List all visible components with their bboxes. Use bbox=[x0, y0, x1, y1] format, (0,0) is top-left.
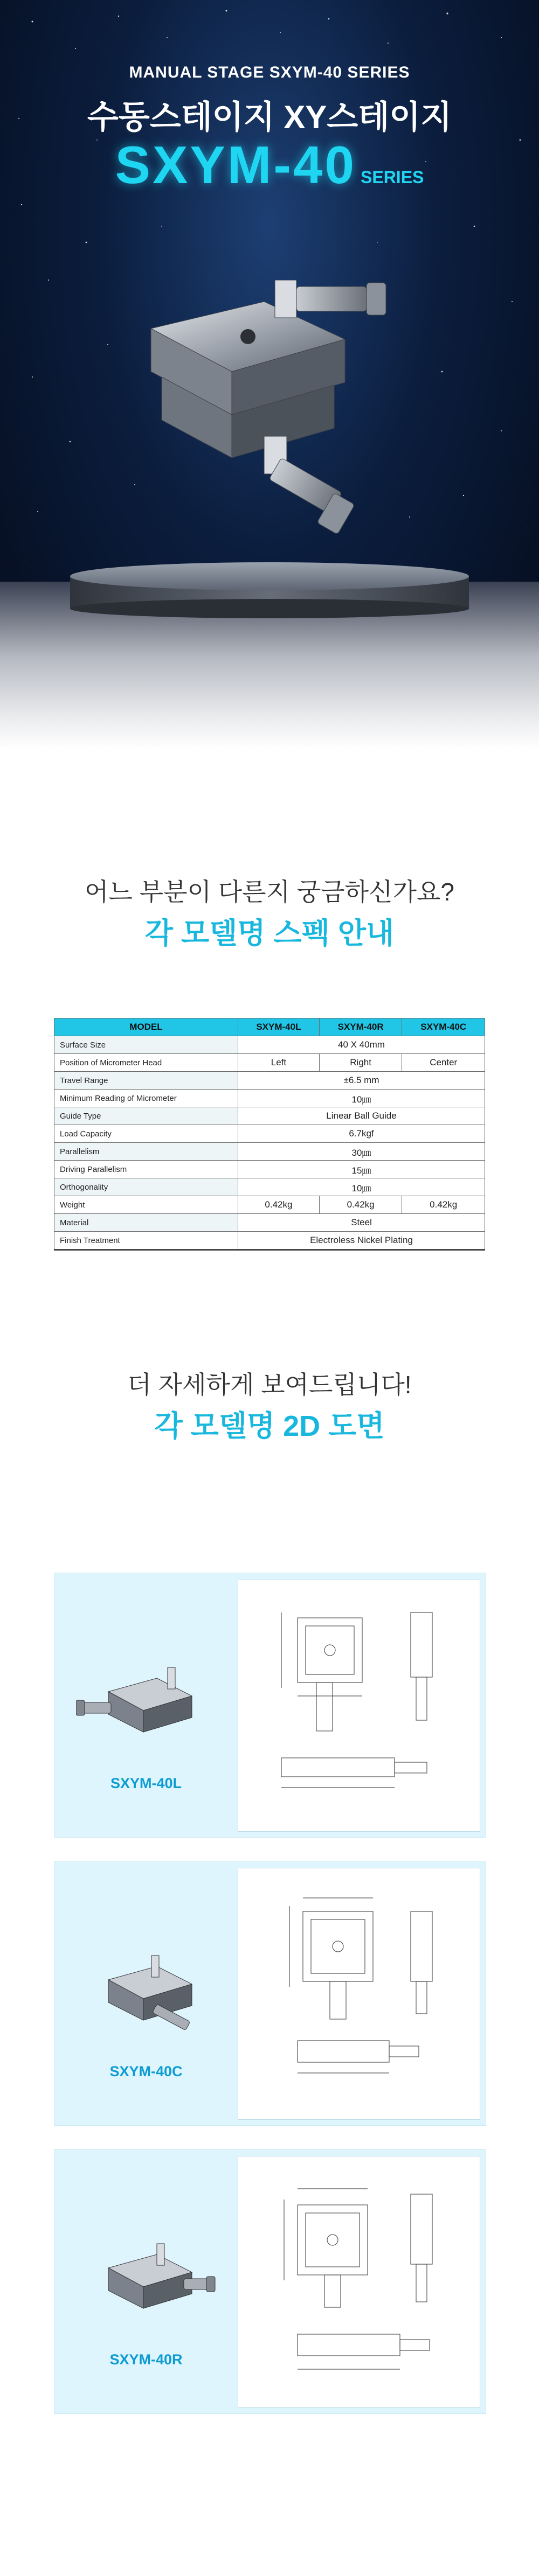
row-value: 10㎛ bbox=[238, 1090, 485, 1107]
table-row bbox=[54, 1036, 485, 1054]
hero-model-name: SXYM-40 bbox=[115, 135, 356, 194]
row-value: Linear Ball Guide bbox=[238, 1107, 485, 1125]
drawing-question: 더 자세하게 보여드립니다! bbox=[127, 1371, 412, 1399]
drawing-title: 각 모델명 2D 도면 bbox=[154, 1410, 385, 1442]
row-value: Left bbox=[238, 1054, 320, 1072]
row-label: Travel Range bbox=[54, 1072, 238, 1090]
hero-brand bbox=[0, 135, 539, 196]
hero-title: 수동스테이지 XY스테이지 bbox=[87, 99, 452, 135]
row-label: Guide Type bbox=[54, 1107, 238, 1125]
drawing-panel-40r bbox=[54, 2149, 486, 2414]
row-label: Minimum Reading of Micrometer bbox=[54, 1090, 238, 1107]
table-row bbox=[54, 1125, 485, 1143]
table-row bbox=[54, 1072, 485, 1090]
spec-header-40c: SXYM-40C bbox=[402, 1018, 485, 1036]
hero-banner bbox=[0, 0, 539, 749]
drawing-panel-40l bbox=[54, 1573, 486, 1838]
spec-title: 각 모델명 스펙 안내 bbox=[144, 917, 395, 950]
table-row bbox=[54, 1232, 485, 1250]
row-label: Weight bbox=[54, 1196, 238, 1214]
spec-question: 어느 부분이 다른지 궁금하신가요? bbox=[84, 878, 455, 906]
row-label: Orthogonality bbox=[54, 1178, 238, 1196]
row-value: ±6.5 mm bbox=[238, 1072, 485, 1090]
row-value: Steel bbox=[238, 1214, 485, 1232]
table-row bbox=[54, 1054, 485, 1072]
spec-header-row bbox=[54, 1018, 485, 1036]
row-value: 40 X 40mm bbox=[238, 1036, 485, 1054]
stage-thumbnail bbox=[76, 2241, 216, 2327]
table-row bbox=[54, 1143, 485, 1161]
row-value: Center bbox=[402, 1054, 485, 1072]
technical-drawing bbox=[238, 2156, 480, 2407]
panel-model-label: SXYM-40R bbox=[109, 2351, 183, 2368]
spec-header-40r: SXYM-40R bbox=[319, 1018, 402, 1036]
row-label: Finish Treatment bbox=[54, 1232, 238, 1250]
technical-drawing-sheet bbox=[238, 1868, 480, 2120]
row-value: 6.7kgf bbox=[238, 1125, 485, 1143]
panel-model-label: SXYM-40C bbox=[109, 2063, 183, 2079]
xy-stage-product-image bbox=[129, 280, 388, 571]
row-value: 15㎛ bbox=[238, 1161, 485, 1178]
table-row bbox=[54, 1178, 485, 1196]
hero-subtitle: MANUAL STAGE SXYM-40 SERIES bbox=[129, 64, 410, 81]
technical-drawing-sheet bbox=[238, 2156, 480, 2408]
technical-drawing bbox=[238, 1580, 480, 1831]
row-value: 0.42kg bbox=[319, 1196, 402, 1214]
hero-series-label: SERIES bbox=[361, 167, 424, 187]
row-label: Parallelism bbox=[54, 1143, 238, 1161]
row-value: 0.42kg bbox=[402, 1196, 485, 1214]
row-value: Right bbox=[319, 1054, 402, 1072]
row-label: Material bbox=[54, 1214, 238, 1232]
stage-thumbnail bbox=[76, 1953, 216, 2039]
drawing-panel-40c bbox=[54, 1861, 486, 2126]
technical-drawing bbox=[238, 1868, 480, 2119]
row-label: Load Capacity bbox=[54, 1125, 238, 1143]
row-label: Surface Size bbox=[54, 1036, 238, 1054]
technical-drawing-sheet bbox=[238, 1580, 480, 1832]
spec-table bbox=[54, 1018, 485, 1251]
row-value: Electroless Nickel Plating bbox=[238, 1232, 485, 1250]
row-value: 0.42kg bbox=[238, 1196, 320, 1214]
stage-thumbnail bbox=[76, 1665, 216, 1751]
spec-header-model: MODEL bbox=[54, 1018, 238, 1036]
row-label: Position of Micrometer Head bbox=[54, 1054, 238, 1072]
row-value: 30㎛ bbox=[238, 1143, 485, 1161]
spec-header-40l: SXYM-40L bbox=[238, 1018, 320, 1036]
panel-model-label: SXYM-40L bbox=[110, 1775, 182, 1791]
row-label: Driving Parallelism bbox=[54, 1161, 238, 1178]
table-row bbox=[54, 1161, 485, 1178]
row-value: 10㎛ bbox=[238, 1178, 485, 1196]
table-row bbox=[54, 1090, 485, 1107]
table-row bbox=[54, 1107, 485, 1125]
table-row bbox=[54, 1214, 485, 1232]
table-row bbox=[54, 1196, 485, 1214]
